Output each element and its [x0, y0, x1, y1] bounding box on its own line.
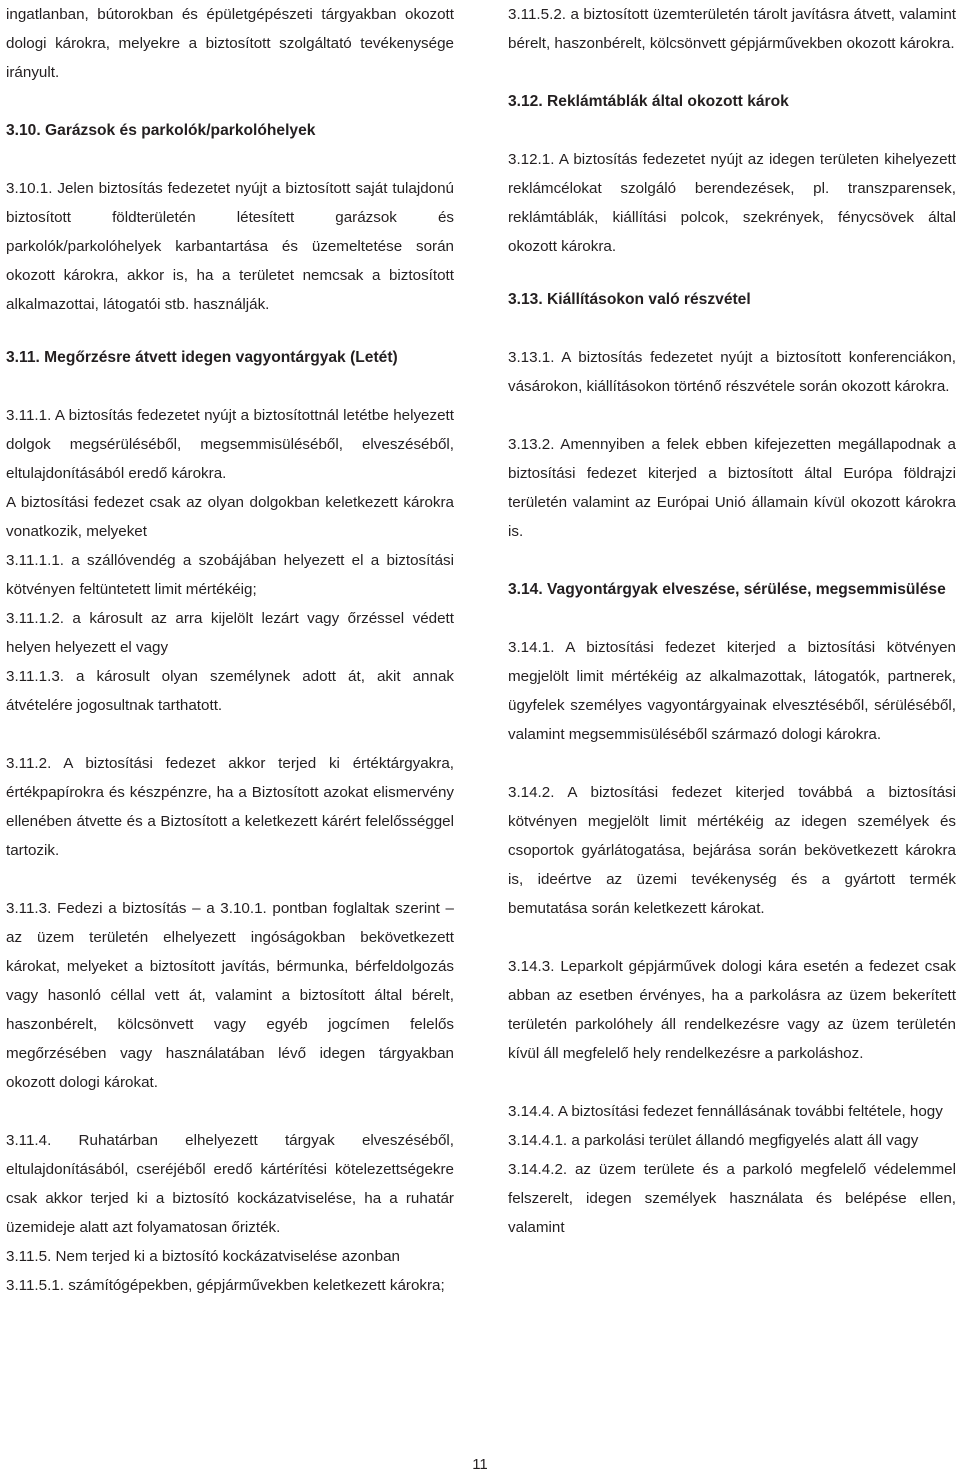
left-column: [6, 0, 454, 1300]
paragraph-3-11-1-3: 3.11.1.3. a károsult olyan személynek adott át, akit annak átvételére jogosultnak tarthatott.: [6, 668, 454, 714]
paragraph-3-11-1: 3.11.1. A biztosítás fedezetet nyújt a biztosítottnál letétbe helyezett dolgok megsérüléséből, megsemmisüléséből, elveszéséből, eltulajdonításából eredő károkra.: [6, 407, 454, 482]
right-column: [508, 0, 956, 1242]
paragraph-3-14-3: 3.14.3. Leparkolt gépjárművek dologi kára esetén a fedezet csak abban az esetben érvényes, ha a parkolásra az üzem bekerített területén parkolóhely áll rendelkezésre vagy az üzem területén kívül áll megfelelő hely rendelkezésre a parkoláshoz.: [508, 958, 956, 1062]
paragraph-3-11-3: 3.11.3. Fedezi a biztosítás – a 3.10.1. pontban foglaltak szerint – az üzem területén elhelyezett ingóságokban bekövetkezett károkat, melyeket a biztosított javítás, bérmunka, bérfeldolgozás vagy hasonló céllal vett át, valamint a biztosított által bérelt, haszonbérelt, kölcsönvett vagy egyéb jogcímen felelős megőrzésében vagy használatában lévő idegen tárgyakban okozott dologi károkat.: [6, 900, 454, 1091]
paragraph-3-11-5-2: 3.11.5.2. a biztosított üzemterületén tárolt javításra átvett, valamint bérelt, haszonbérelt, kölcsönvett gépjárművekben okozott károkra.: [508, 6, 956, 52]
heading-3-13: 3.13. Kiállításokon való részvétel: [508, 291, 751, 308]
paragraph-3-11-1-b: A biztosítási fedezet csak az olyan dolgokban keletkezett károkra vonatkozik, melyeket: [6, 494, 454, 540]
paragraph-3-11-1-1: 3.11.1.1. a szállóvendég a szobájában helyezett el a biztosítási kötvényen feltüntetett limit mértékéig;: [6, 552, 454, 598]
paragraph-3-12-1: 3.12.1. A biztosítás fedezetet nyújt az idegen területen kihelyezett reklámcélokat szolgáló berendezések, pl. transzparensek, reklámtáblák, kiállítási polcok, szekrények, fénycsövek által okozott károkra.: [508, 151, 956, 255]
paragraph-3-11-4: 3.11.4. Ruhatárban elhelyezett tárgyak elveszéséből, eltulajdonításából, cseréjéből eredő kártérítési kötelezettségekre csak akkor terjed ki a biztosító kockázatviselése, ha a ruhatár üzemideje alatt azt folyamatosan őrizték.: [6, 1132, 454, 1236]
paragraph-3-11-2: 3.11.2. A biztosítási fedezet akkor terjed ki értéktárgyakra, értékpapírokra és készpénzre, ha a Biztosított azokat elismervény ellenében átvette és a Biztosított a keletkezett kárért felelősséggel tartozik.: [6, 755, 454, 859]
heading-3-14: 3.14. Vagyontárgyak elveszése, sérülése, megsemmisülése: [508, 581, 946, 598]
heading-3-10: 3.10. Garázsok és parkolók/parkolóhelyek: [6, 122, 316, 139]
paragraph-3-13-1: 3.13.1. A biztosítás fedezetet nyújt a biztosított konferenciákon, vásárokon, kiállításokon történő részvétele során okozott károkra.: [508, 349, 956, 395]
page-number: 11: [472, 1456, 488, 1473]
heading-3-12: 3.12. Reklámtáblák által okozott károk: [508, 93, 789, 110]
paragraph-3-14-4-1: 3.14.4.1. a parkolási terület állandó megfigyelés alatt áll vagy: [508, 1132, 919, 1149]
paragraph-3-13-2: 3.13.2. Amennyiben a felek ebben kifejezetten megállapodnak a biztosítási fedezet kiterjed a biztosított által Európa földrajzi területén valamint az Európai Unió államain kívül okozott károkra is.: [508, 436, 956, 540]
paragraph-3-14-1: 3.14.1. A biztosítási fedezet kiterjed a biztosítási kötvényen megjelölt limit mértékéig az alkalmazottak, látogatók, partnerek, ügyfelek személyes vagyontárgyainak elvesztéséből, sérüléséből, valamint megsemmisüléséből származó dologi károkra.: [508, 639, 956, 743]
intro-paragraph: ingatlanban, bútorokban és épületgépészeti tárgyakban okozott dologi károkra, melyekre a biztosított szolgáltató tevékenysége irányult.: [6, 6, 454, 81]
paragraph-3-11-5: 3.11.5. Nem terjed ki a biztosító kockázatviselése azonban: [6, 1248, 400, 1265]
paragraph-3-10-1: 3.10.1. Jelen biztosítás fedezetet nyújt a biztosított saját tulajdonú biztosított földterületén létesített garázsok és parkolók/parkolóhelyek karbantartása és üzemeltetése során okozott károkra, akkor is, ha a területet nemcsak a biztosított alkalmazottai, látogatói stb. használják.: [6, 180, 454, 313]
paragraph-3-11-1-2: 3.11.1.2. a károsult az arra kijelölt lezárt vagy őrzéssel védett helyen helyezett el vagy: [6, 610, 454, 656]
paragraph-3-14-4: 3.14.4. A biztosítási fedezet fennállásának további feltétele, hogy: [508, 1103, 943, 1120]
paragraph-3-11-5-1: 3.11.5.1. számítógépekben, gépjárművekben keletkezett károkra;: [6, 1277, 445, 1294]
paragraph-3-14-2: 3.14.2. A biztosítási fedezet kiterjed továbbá a biztosítási kötvényen megjelölt limit mértékéig az idegen személyek és csoportok gyárlátogatása, bejárása során bekövetkezett károkra is, ideértve az üzemi tevékenység és a gyártott termék bemutatása során keletkezett károkat.: [508, 784, 956, 917]
heading-3-11: 3.11. Megőrzésre átvett idegen vagyontárgyak (Letét): [6, 349, 398, 366]
paragraph-3-14-4-2: 3.14.4.2. az üzem területe és a parkoló megfelelő védelemmel felszerelt, idegen személyek használata és belépése ellen, valamint: [508, 1161, 956, 1236]
